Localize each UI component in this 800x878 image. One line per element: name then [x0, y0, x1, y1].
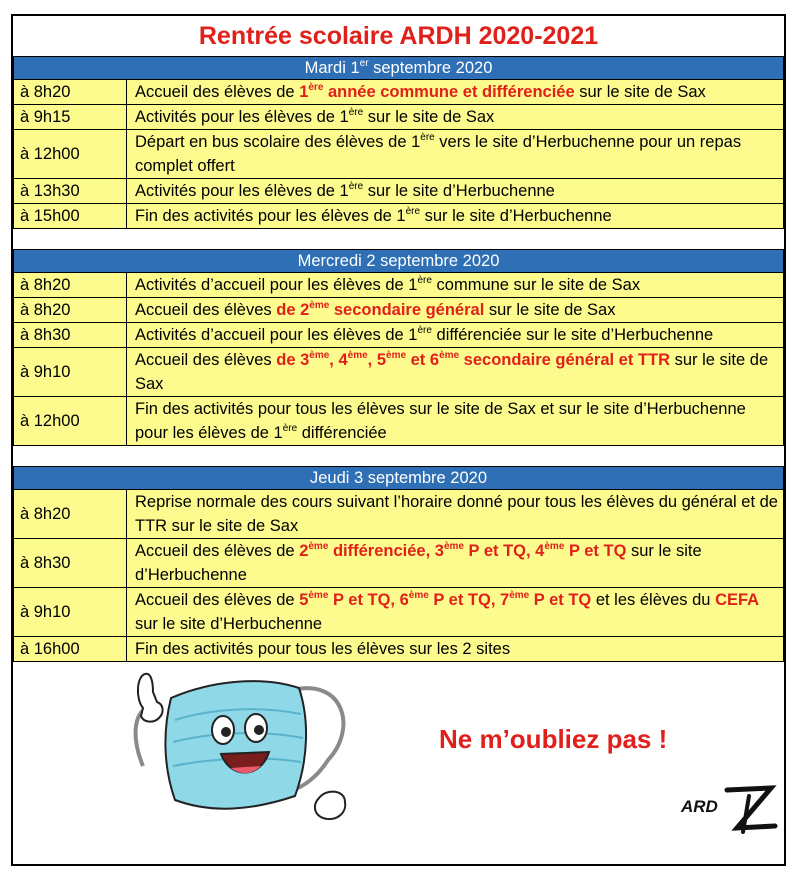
ordinal-sup: ème [308, 541, 329, 552]
ordinal-sup: ème [347, 350, 368, 361]
ordinal-sup: ème [309, 350, 330, 361]
activity-text: Accueil des élèves de [135, 542, 300, 560]
time-cell: à 16h00 [14, 637, 127, 662]
day-header-row [14, 57, 784, 80]
activity-cell [127, 179, 784, 204]
activity-text: sur le site d’Herbuchenne [420, 207, 612, 225]
activity-cell [127, 348, 784, 397]
day-header-text: Mardi 1 [304, 59, 360, 77]
ordinal-sup: ème [439, 350, 460, 361]
time-cell: à 8h20 [14, 80, 127, 105]
ordinal-sup: ème [544, 541, 565, 552]
activity-text: sur le site de Sax [363, 108, 495, 126]
activity-text: sur le site d’Herbuchenne [135, 542, 702, 584]
activity-text: sur le site de Sax [574, 83, 706, 101]
spacer-row [14, 446, 784, 467]
activity-text: P et TQ, 7 [428, 591, 510, 609]
activity-text: Activités d’accueil pour les élèves de 1 [135, 276, 418, 294]
activity-text: , 4 [329, 351, 348, 369]
activity-text: différenciée, 3 [328, 542, 444, 560]
activity-text: et 6 [406, 351, 440, 369]
activity-cell [127, 204, 784, 229]
activity-text: Départ en bus scolaire des élèves de 1 [135, 133, 421, 151]
schedule-row [14, 130, 784, 179]
activity-text: Activités pour les élèves de 1 [135, 182, 349, 200]
activity-text: sur le site d’Herbuchenne [135, 615, 323, 633]
time-cell: à 8h20 [14, 490, 127, 539]
spacer-row [14, 229, 784, 250]
activity-text: année commune et différenciée [323, 83, 575, 101]
svg-text:ARD: ARD [681, 797, 718, 816]
day-header-text: septembre 2020 [368, 59, 493, 77]
activity-text: P et TQ, 6 [328, 591, 409, 609]
activity-text: différenciée sur le site d’Herbuchenne [431, 326, 714, 344]
activity-text: secondaire général et TTR [459, 351, 670, 369]
activity-text: Reprise normale des cours suivant l’horaire donné pour tous les élèves du général et de TTR sur le site de Sax [135, 493, 778, 535]
activity-text: Accueil des élèves de [135, 591, 300, 609]
day-header [14, 467, 784, 490]
time-cell: à 8h30 [14, 539, 127, 588]
ordinal-sup: ère [417, 325, 432, 336]
schedule-row [14, 539, 784, 588]
ordinal-sup: ère [282, 423, 298, 434]
activity-text: sur le site d’Herbuchenne [363, 182, 555, 200]
time-cell: à 8h30 [14, 323, 127, 348]
activity-text: CEFA [715, 591, 760, 609]
activity-cell [127, 105, 784, 130]
schedule-row [14, 323, 784, 348]
schedule-row [14, 637, 784, 662]
activity-cell [127, 588, 784, 637]
time-cell: à 8h20 [14, 298, 127, 323]
activity-text: commune sur le site de Sax [431, 276, 641, 294]
activity-text: P et TQ [564, 542, 627, 560]
activity-cell [127, 637, 784, 662]
time-cell: à 9h15 [14, 105, 127, 130]
ordinal-sup: ème [308, 590, 329, 601]
ordinal-sup: ère [405, 206, 421, 217]
ordinal-sup: ème [309, 300, 330, 311]
time-cell: à 9h10 [14, 588, 127, 637]
schedule-row [14, 204, 784, 229]
face-mask-mascot-illustration [113, 668, 353, 828]
activity-text: 1 [299, 83, 309, 101]
ordinal-sup: ère [417, 275, 432, 286]
day-header-text: Jeudi 3 septembre 2020 [309, 469, 488, 487]
ardh-logo [679, 782, 779, 834]
activity-cell [127, 130, 784, 179]
time-cell: à 12h00 [14, 130, 127, 179]
time-cell: à 13h30 [14, 179, 127, 204]
page-title: Rentrée scolaire ARDH 2020-2021 [198, 22, 599, 50]
ordinal-sup: ème [443, 541, 464, 552]
day-header [14, 57, 784, 80]
ordinal-sup: ème [509, 590, 530, 601]
time-cell: à 15h00 [14, 204, 127, 229]
day-header [14, 250, 784, 273]
schedule-row [14, 80, 784, 105]
time-cell: à 12h00 [14, 397, 127, 446]
activity-text: Accueil des élèves [135, 351, 277, 369]
footer-area [13, 662, 784, 847]
activity-text: 5 [299, 591, 309, 609]
activity-text: Activités pour les élèves de 1 [135, 108, 349, 126]
activity-text: sur le site de Sax [135, 351, 769, 393]
activity-text: de 3 [276, 351, 310, 369]
ordinal-sup: ère [308, 82, 324, 93]
ordinal-sup: ère [420, 132, 435, 143]
ordinal-sup: ère [348, 181, 364, 192]
day-header-row [14, 250, 784, 273]
activity-text: vers le site d’Herbuchenne pour un repas complet offert [135, 133, 742, 175]
activity-text: de 2 [276, 301, 310, 319]
activity-text: secondaire général [329, 301, 485, 319]
activity-cell [127, 397, 784, 446]
activity-text: Fin des activités pour tous les élèves sur les 2 sites [135, 640, 511, 658]
activity-text: et les élèves du [591, 591, 716, 609]
ordinal-sup: ère [348, 107, 364, 118]
schedule-row [14, 105, 784, 130]
schedule-table [13, 56, 784, 662]
activity-text: P et TQ, 4 [463, 542, 545, 560]
activity-text: Fin des activités pour tous les élèves sur le site de Sax et sur le site d’Herbuchenne pour les élèves de 1 [135, 400, 746, 442]
activity-text: Accueil des élèves de [135, 83, 300, 101]
schedule-row [14, 397, 784, 446]
activity-cell [127, 323, 784, 348]
schedule-row [14, 298, 784, 323]
reminder-slogan: Ne m’oubliez pas ! [439, 724, 668, 754]
ordinal-sup: ème [408, 590, 429, 601]
activity-cell [127, 539, 784, 588]
ordinal-sup: ème [386, 350, 407, 361]
activity-text: Accueil des élèves [135, 301, 277, 319]
activity-text: P et TQ [529, 591, 592, 609]
activity-text: différenciée [297, 424, 387, 442]
schedule-row [14, 490, 784, 539]
time-cell: à 8h20 [14, 273, 127, 298]
schedule-row [14, 588, 784, 637]
day-header-text: Mercredi 2 septembre 2020 [297, 252, 500, 270]
activity-text: 2 [299, 542, 309, 560]
schedule-row [14, 348, 784, 397]
day-header-row [14, 467, 784, 490]
time-cell: à 9h10 [14, 348, 127, 397]
activity-cell [127, 80, 784, 105]
document-frame [11, 14, 786, 866]
activity-text: Fin des activités pour les élèves de 1 [135, 207, 406, 225]
activity-cell [127, 273, 784, 298]
activity-text: Activités d’accueil pour les élèves de 1 [135, 326, 418, 344]
schedule-row [14, 273, 784, 298]
day-header-sup: er [359, 58, 369, 69]
activity-text: sur le site de Sax [484, 301, 616, 319]
schedule-row [14, 179, 784, 204]
activity-cell [127, 490, 784, 539]
activity-text: , 5 [367, 351, 387, 369]
activity-cell [127, 298, 784, 323]
